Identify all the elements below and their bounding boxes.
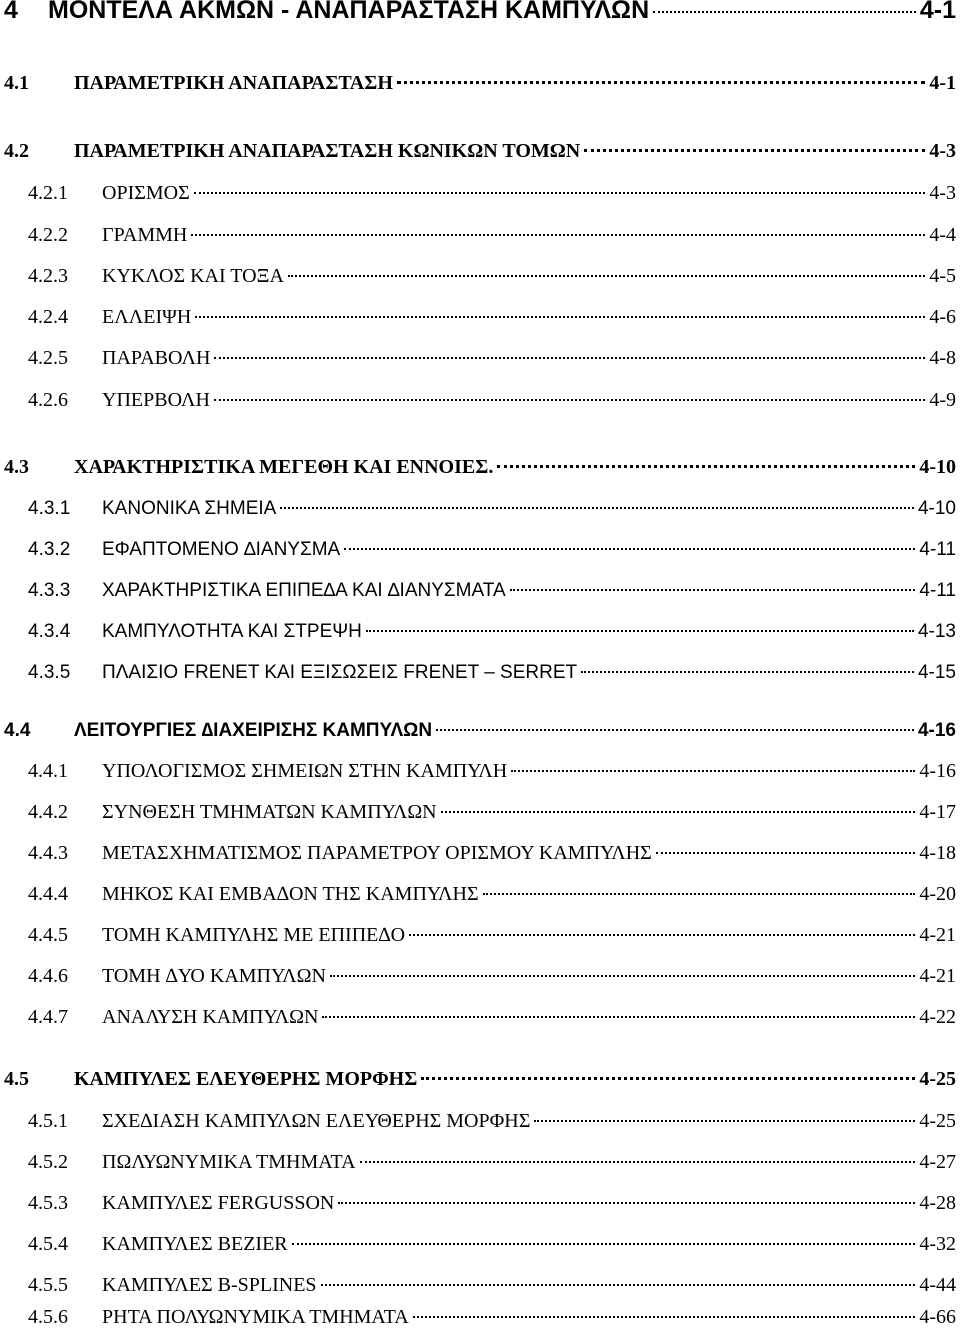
- toc-entry-title: ΠΑΡΑΜΕΤΡΙΚΗ ΑΝΑΠΑΡΑΣΤΑΣΗ ΚΩΝΙΚΩΝ ΤΟΜΩΝ: [74, 140, 581, 162]
- toc-entry-number: 4.5.1: [28, 1110, 68, 1132]
- toc-leader-dots: [292, 1243, 916, 1245]
- toc-subsection-entry[interactable]: [28, 883, 956, 913]
- toc-entry-page: 4-21: [919, 924, 956, 946]
- toc-entry-number: 4.5.6: [28, 1306, 68, 1328]
- toc-entry-title: ΣΧΕ∆ΙΑΣΗ ΚΑΜΠΥΛΩΝ ΕΛΕΥΘΕΡΗΣ ΜΟΡΦΗΣ: [102, 1110, 531, 1132]
- toc-entry-page: 4-1: [919, 0, 956, 24]
- toc-entry-page: 4-13: [917, 621, 956, 642]
- toc-subsection-entry[interactable]: [28, 347, 956, 377]
- toc-entry-number: 4.5.2: [28, 1151, 68, 1173]
- toc-leader-dots: [288, 275, 925, 277]
- toc-leader-dots: [338, 1202, 915, 1204]
- toc-entry-page: 4-10: [919, 456, 956, 478]
- toc-entry-title: ΤΟΜΗ ∆ΥΟ ΚΑΜΠΥΛΩΝ: [102, 965, 326, 987]
- toc-subsection-entry[interactable]: [28, 842, 956, 872]
- toc-entry-number: 4.2.4: [28, 306, 68, 328]
- toc-entry-number: 4.2.1: [28, 182, 68, 204]
- toc-leader-dots: [191, 234, 925, 236]
- toc-entry-number: 4.4: [4, 720, 31, 741]
- toc-leader-dots: [366, 630, 914, 632]
- toc-entry-title: ΤΟΜΗ ΚΑΜΠΥΛΗΣ ΜΕ ΕΠΙΠΕ∆Ο: [102, 924, 406, 946]
- toc-leader-dots: [510, 589, 916, 591]
- toc-entry-title: ΛΕΙΤΟΥΡΓΙΕΣ ∆ΙΑΧΕΙΡΙΣΗΣ ΚΑΜΠΥΛΩΝ: [74, 720, 433, 741]
- toc-leader-dots: [534, 1120, 915, 1122]
- toc-leader-dots: [321, 1284, 916, 1286]
- toc-entry-page: 4-21: [919, 965, 956, 987]
- toc-entry-page: 4-22: [919, 1006, 956, 1028]
- toc-entry-title: ΚΑΜΠΥΛΕΣ BEZIER: [102, 1233, 288, 1255]
- toc-entry-page: 4-44: [919, 1274, 956, 1296]
- toc-entry-page: 4-25: [919, 1068, 956, 1090]
- toc-entry-number: 4.1: [4, 72, 29, 94]
- toc-entry-number: 4.2.5: [28, 347, 68, 369]
- toc-leader-dots: [280, 507, 914, 509]
- toc-entry-title: ΚΑΜΠΥΛΕΣ FERGUSSON: [102, 1192, 335, 1214]
- toc-subsection-entry[interactable]: [28, 1306, 956, 1336]
- toc-subsection-entry[interactable]: [28, 224, 956, 254]
- toc-entry-title: ΧΑΡΑΚΤΗΡΙΣΤΙΚΑ ΜΕΓΕΘΗ ΚΑΙ ΕΝΝΟΙΕΣ.: [74, 456, 494, 478]
- toc-leader-dots: [360, 1161, 916, 1163]
- toc-entry-number: 4.2.3: [28, 265, 68, 287]
- toc-entry-title: ΧΑΡΑΚΤΗΡΙΣΤΙΚΑ ΕΠΙΠΕ∆Α ΚΑΙ ∆ΙΑΝΥΣΜΑΤΑ: [102, 580, 506, 601]
- toc-entry-number: 4.2: [4, 140, 29, 162]
- toc-subsection-entry[interactable]: [28, 182, 956, 212]
- toc-entry-number: 4.4.2: [28, 801, 68, 823]
- toc-section-entry[interactable]: [4, 456, 956, 486]
- toc-leader-dots: [322, 1016, 915, 1018]
- toc-entry-page: 4-32: [919, 1233, 956, 1255]
- toc-subsection-entry[interactable]: [28, 662, 956, 692]
- toc-entry-number: 4.3: [4, 456, 29, 478]
- toc-entry-number: 4.2.6: [28, 389, 68, 411]
- toc-entry-page: 4-3: [929, 182, 956, 204]
- toc-entry-page: 4-18: [919, 842, 956, 864]
- toc-entry-number: 4.3.5: [28, 662, 71, 683]
- toc-subsection-entry[interactable]: [28, 265, 956, 295]
- toc-leader-dots: [214, 357, 925, 359]
- toc-leader-dots: [421, 1077, 915, 1080]
- toc-entry-title: ΓΡΑΜΜΗ: [102, 224, 188, 246]
- toc-entry-title: ΟΡΙΣΜΟΣ: [102, 182, 190, 204]
- toc-entry-page: 4-3: [929, 140, 956, 162]
- toc-subsection-entry[interactable]: [28, 924, 956, 954]
- toc-entry-title: ΜΟΝΤΕΛΑ ΑΚΜΩΝ - ΑΝΑΠΑΡΑΣΤΑΣΗ ΚΑΜΠΥΛΩΝ: [48, 0, 650, 24]
- toc-entry-page: 4-16: [919, 760, 956, 782]
- toc-entry-page: 4-20: [919, 883, 956, 905]
- toc-entry-page: 4-15: [917, 662, 956, 683]
- toc-subsection-entry[interactable]: [28, 539, 956, 569]
- toc-leader-dots: [497, 465, 915, 468]
- toc-entry-title: ΠΑΡΑΒΟΛΗ: [102, 347, 211, 369]
- toc-subsection-entry[interactable]: [28, 965, 956, 995]
- toc-subsection-entry[interactable]: [28, 1006, 956, 1036]
- toc-entry-number: 4.3.2: [28, 539, 71, 560]
- toc-entry-number: 4.5.4: [28, 1233, 68, 1255]
- toc-leader-dots: [653, 11, 916, 13]
- toc-entry-number: 4.4.7: [28, 1006, 68, 1028]
- toc-entry-page: 4-27: [919, 1151, 956, 1173]
- toc-entry-title: ΣΥΝΘΕΣΗ ΤΜΗΜΑΤΩΝ ΚΑΜΠΥΛΩΝ: [102, 801, 437, 823]
- toc-subsection-entry[interactable]: [28, 389, 956, 419]
- toc-entry-page: 4-11: [919, 580, 956, 601]
- toc-leader-dots: [397, 81, 925, 84]
- toc-leader-dots: [581, 671, 914, 673]
- toc-subsection-entry[interactable]: [28, 1233, 956, 1263]
- toc-entry-title: ΚΑΝΟΝΙΚΑ ΣΗΜΕΙΑ: [102, 498, 277, 519]
- toc-leader-dots: [436, 729, 914, 731]
- toc-entry-title: ΕΛΛΕΙΨΗ: [102, 306, 192, 328]
- toc-subsection-entry[interactable]: [28, 498, 956, 528]
- toc-entry-page: 4-17: [919, 801, 956, 823]
- toc-entry-title: ΠΑΡΑΜΕΤΡΙΚΗ ΑΝΑΠΑΡΑΣΤΑΣΗ: [74, 72, 393, 94]
- toc-entry-title: ΑΝΑΛΥΣΗ ΚΑΜΠΥΛΩΝ: [102, 1006, 319, 1028]
- toc-leader-dots: [656, 852, 916, 854]
- toc-leader-dots: [511, 770, 915, 772]
- toc-entry-number: 4.5: [4, 1068, 29, 1090]
- toc-subsection-entry[interactable]: [28, 621, 956, 651]
- toc-leader-dots: [413, 1316, 916, 1318]
- toc-entry-title: ΥΠΟΛΟΓΙΣΜΟΣ ΣΗΜΕΙΩΝ ΣΤΗΝ ΚΑΜΠΥΛΗ: [102, 760, 508, 782]
- toc-subsection-entry[interactable]: [28, 580, 956, 610]
- toc-leader-dots: [409, 934, 915, 936]
- toc-entry-number: 4.5.5: [28, 1274, 68, 1296]
- toc-chapter-entry[interactable]: [4, 0, 956, 26]
- toc-entry-number: 4.3.1: [28, 498, 71, 519]
- toc-entry-number: 4: [4, 0, 18, 24]
- toc-entry-page: 4-8: [929, 347, 956, 369]
- toc-entry-page: 4-28: [919, 1192, 956, 1214]
- toc-entry-page: 4-6: [929, 306, 956, 328]
- toc-entry-page: 4-5: [929, 265, 956, 287]
- toc-leader-dots: [483, 893, 916, 895]
- toc-leader-dots: [441, 811, 916, 813]
- toc-entry-number: 4.4.3: [28, 842, 68, 864]
- toc-entry-page: 4-9: [929, 389, 956, 411]
- toc-entry-number: 4.4.5: [28, 924, 68, 946]
- toc-section-entry[interactable]: [4, 720, 956, 750]
- toc-leader-dots: [214, 399, 925, 401]
- toc-leader-dots: [344, 548, 915, 550]
- toc-entry-page: 4-11: [919, 539, 956, 560]
- toc-entry-title: ΚΑΜΠΥΛΟΤΗΤΑ ΚΑΙ ΣΤΡΕΨΗ: [102, 621, 362, 642]
- toc-entry-title: ΚΑΜΠΥΛΕΣ ΕΛΕΥΘΕΡΗΣ ΜΟΡΦΗΣ: [74, 1068, 418, 1090]
- toc-subsection-entry[interactable]: [28, 1274, 956, 1304]
- toc-entry-page: 4-66: [919, 1306, 956, 1328]
- toc-entry-title: ΠΛΑΙΣΙΟ FRENET ΚΑΙ ΕΞΙΣΩΣΕΙΣ FRENET – SERRET: [102, 662, 578, 683]
- toc-entry-number: 4.2.2: [28, 224, 68, 246]
- toc-section-entry[interactable]: [4, 140, 956, 170]
- toc-subsection-entry[interactable]: [28, 306, 956, 336]
- toc-entry-title: ΠΩΛΥΩΝΥΜΙΚΑ ΤΜΗΜΑΤΑ: [102, 1151, 356, 1173]
- toc-leader-dots: [194, 192, 926, 194]
- toc-entry-title: ΕΦΑΠΤΟΜΕΝΟ ∆ΙΑΝΥΣΜΑ: [102, 539, 341, 560]
- toc-entry-title: ΜΗΚΟΣ ΚΑΙ ΕΜΒΑ∆ΟΝ ΤΗΣ ΚΑΜΠΥΛΗΣ: [102, 883, 479, 905]
- toc-entry-number: 4.5.3: [28, 1192, 68, 1214]
- toc-entry-page: 4-4: [929, 224, 956, 246]
- toc-entry-page: 4-1: [929, 72, 956, 94]
- toc-entry-title: ΜΕΤΑΣΧΗΜΑΤΙΣΜΟΣ ΠΑΡΑΜΕΤΡΟΥ ΟΡΙΣΜΟΥ ΚΑΜΠΥΛΗΣ: [102, 842, 652, 864]
- toc-subsection-entry[interactable]: [28, 801, 956, 831]
- toc-subsection-entry[interactable]: [28, 760, 956, 790]
- toc-entry-title: ΚΥΚΛΟΣ ΚΑΙ ΤΟΞΑ: [102, 265, 284, 287]
- toc-leader-dots: [584, 149, 925, 152]
- toc-entry-page: 4-25: [919, 1110, 956, 1132]
- toc-entry-title: ΡΗΤΑ ΠΟΛΥΩΝΥΜΙΚΑ ΤΜΗΜΑΤΑ: [102, 1306, 409, 1328]
- toc-entry-number: 4.4.6: [28, 965, 68, 987]
- toc-subsection-entry[interactable]: [28, 1110, 956, 1140]
- toc-entry-page: 4-10: [917, 498, 956, 519]
- toc-leader-dots: [195, 316, 925, 318]
- toc-entry-title: ΥΠΕΡΒΟΛΗ: [102, 389, 210, 411]
- toc-section-entry[interactable]: [4, 1068, 956, 1098]
- toc-entry-number: 4.3.4: [28, 621, 71, 642]
- toc-entry-number: 4.4.4: [28, 883, 68, 905]
- toc-entry-number: 4.4.1: [28, 760, 68, 782]
- toc-entry-page: 4-16: [917, 720, 956, 741]
- toc-entry-number: 4.3.3: [28, 580, 71, 601]
- toc-section-entry[interactable]: [4, 72, 956, 102]
- toc-subsection-entry[interactable]: [28, 1192, 956, 1222]
- toc-leader-dots: [330, 975, 915, 977]
- toc-subsection-entry[interactable]: [28, 1151, 956, 1181]
- toc-entry-title: ΚΑΜΠΥΛΕΣ B-SPLINES: [102, 1274, 317, 1296]
